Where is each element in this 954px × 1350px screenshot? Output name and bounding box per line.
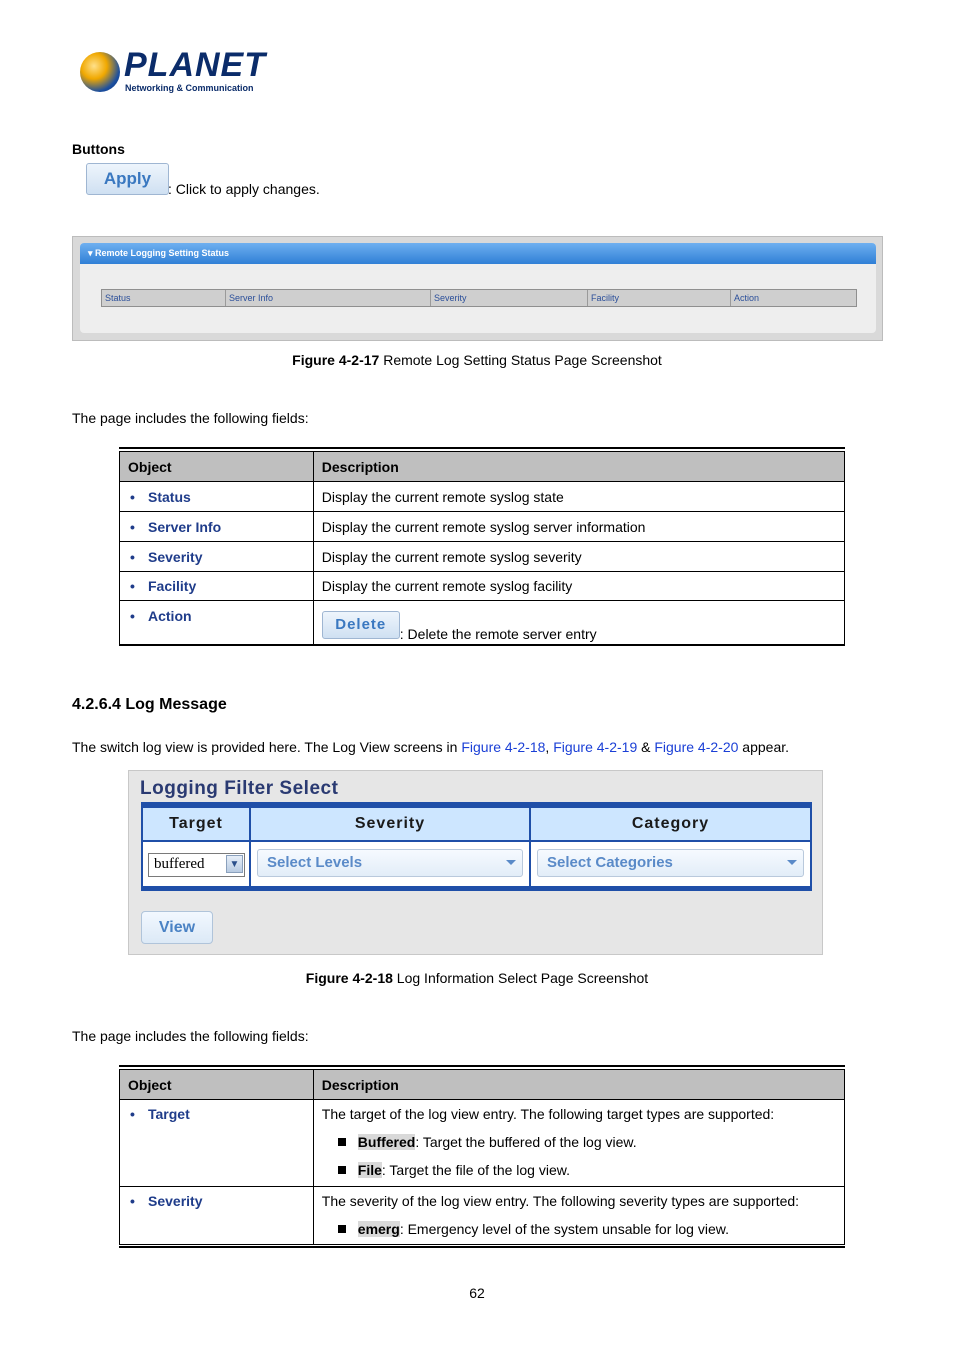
link-figure-4-2-18[interactable]: Figure 4-2-18: [461, 739, 546, 755]
table-row: [120, 512, 845, 542]
term: File: [357, 1162, 382, 1178]
col-action: Action: [730, 290, 759, 306]
remote-log-status-titlebar: [80, 243, 876, 264]
target-select-value: buffered: [154, 856, 205, 872]
table-row: [120, 1187, 845, 1245]
dropdown-arrow-icon: [787, 860, 797, 865]
section-heading: 4.2.6.4 Log Message: [72, 696, 227, 713]
col-severity: Severity: [430, 290, 467, 306]
delete-button-image: Delete: [322, 611, 400, 639]
para-sep: ,: [545, 739, 554, 755]
planet-logo-text: PLANET: [124, 46, 266, 84]
para-sep: &: [637, 739, 655, 755]
table2-header-description: Description: [313, 1070, 844, 1100]
object-name: Action: [148, 608, 192, 624]
section-paragraph: [72, 739, 789, 755]
table1-header-description: Description: [313, 452, 844, 482]
apply-button-image: Apply: [86, 163, 169, 195]
remote-log-status-title: Remote Logging Setting Status: [95, 248, 230, 258]
figure-4-2-17-caption: [0, 352, 954, 368]
collapse-arrow-icon: ▾: [88, 248, 96, 258]
logging-filter-screenshot: [128, 770, 823, 955]
term-desc: : Target the buffered of the log view.: [415, 1134, 637, 1150]
table2-bottom-rule: [119, 1246, 845, 1248]
term: Buffered: [357, 1134, 416, 1150]
object-description: The target of the log view entry. The following target types are supported:: [321, 1106, 775, 1122]
intro-text-1: The page includes the following fields:: [72, 410, 309, 426]
para-text: The switch log view is provided here. The Log View screens in: [72, 739, 462, 755]
table1-header-object: Object: [120, 452, 314, 482]
link-figure-4-2-19[interactable]: Figure 4-2-19: [553, 739, 638, 755]
buttons-heading: Buttons: [72, 141, 125, 157]
table-row: [120, 572, 845, 601]
table-row: [120, 542, 845, 572]
square-bullet-icon: [338, 1138, 346, 1146]
col-status: Status: [105, 293, 131, 303]
list-item: [322, 1215, 836, 1243]
table-row: [120, 601, 845, 645]
severity-select-value: Select Levels: [267, 854, 363, 871]
table2-header-object: Object: [120, 1070, 314, 1100]
list-item: [322, 1128, 836, 1156]
severity-select[interactable]: [257, 849, 523, 877]
bullet-icon: •: [130, 518, 135, 535]
term-desc: : Emergency level of the system unsable for log view.: [399, 1221, 729, 1237]
chevron-down-icon[interactable]: ▼: [226, 855, 243, 873]
figure-text: Log Information Select Page Screenshot: [392, 970, 649, 986]
planet-logo-globe-icon: [80, 52, 120, 92]
object-name: Facility: [148, 578, 197, 594]
table2-fields: [119, 1069, 845, 1245]
remote-log-status-header-row: [101, 289, 857, 307]
logging-filter-table: [141, 802, 812, 891]
header-category: Category: [531, 808, 810, 840]
target-select[interactable]: [148, 853, 245, 877]
header-target: Target: [143, 808, 249, 840]
dropdown-arrow-icon: [506, 860, 516, 865]
col-facility: Facility: [587, 290, 619, 306]
figure-text: Remote Log Setting Status Page Screenshot: [379, 352, 662, 368]
object-description: Display the current remote syslog facility: [313, 572, 844, 601]
table2-top-rule: [119, 1065, 845, 1067]
remote-log-status-screenshot: [72, 236, 883, 341]
object-description: : Delete the remote server entry: [399, 625, 597, 642]
object-description: The severity of the log view entry. The following severity types are supported:: [321, 1193, 800, 1209]
term-desc: : Target the file of the log view.: [381, 1162, 570, 1178]
cell-target: [143, 842, 249, 886]
bullet-icon: •: [130, 608, 135, 624]
bullet-icon: •: [130, 548, 135, 565]
object-name: Target: [148, 1106, 190, 1122]
object-name: Server Info: [148, 518, 222, 535]
object-name: Severity: [148, 548, 203, 565]
object-description: Display the current remote syslog state: [313, 482, 844, 512]
cell-category: [531, 842, 810, 886]
bullet-icon: •: [130, 1193, 135, 1209]
cell-severity: [251, 842, 529, 886]
para-text: appear.: [738, 739, 790, 755]
figure-4-2-18-caption: [0, 970, 954, 986]
table-row: [120, 482, 845, 512]
term: emerg: [357, 1221, 400, 1237]
square-bullet-icon: [338, 1225, 346, 1233]
table1-top-rule: [119, 447, 845, 449]
bullet-icon: •: [130, 1106, 135, 1122]
view-button[interactable]: View: [141, 911, 213, 944]
square-bullet-icon: [338, 1166, 346, 1174]
object-description: Display the current remote syslog severity: [313, 542, 844, 572]
category-select[interactable]: [537, 849, 804, 877]
category-select-value: Select Categories: [547, 854, 673, 871]
object-name: Status: [148, 488, 191, 505]
page-number: 62: [469, 1285, 485, 1301]
bullet-icon: •: [130, 578, 135, 594]
object-name: Severity: [148, 1193, 203, 1209]
apply-description: : Click to apply changes.: [168, 181, 320, 197]
header-severity: Severity: [251, 808, 529, 840]
list-item: [322, 1156, 836, 1184]
link-figure-4-2-20[interactable]: Figure 4-2-20: [654, 739, 739, 755]
bullet-icon: •: [130, 488, 135, 505]
figure-label: Figure 4-2-18: [305, 970, 393, 986]
table1-bottom-rule: [119, 644, 845, 646]
figure-label: Figure 4-2-17: [292, 352, 380, 368]
intro-text-2: The page includes the following fields:: [72, 1028, 309, 1044]
planet-logo-tagline: Networking & Communication: [125, 83, 254, 93]
table-row: [120, 1100, 845, 1187]
object-description: Display the current remote syslog server information: [313, 512, 844, 542]
col-server-info: Server Info: [225, 290, 273, 306]
table1-fields: [119, 451, 845, 645]
logging-filter-title: Logging Filter Select: [140, 778, 339, 799]
